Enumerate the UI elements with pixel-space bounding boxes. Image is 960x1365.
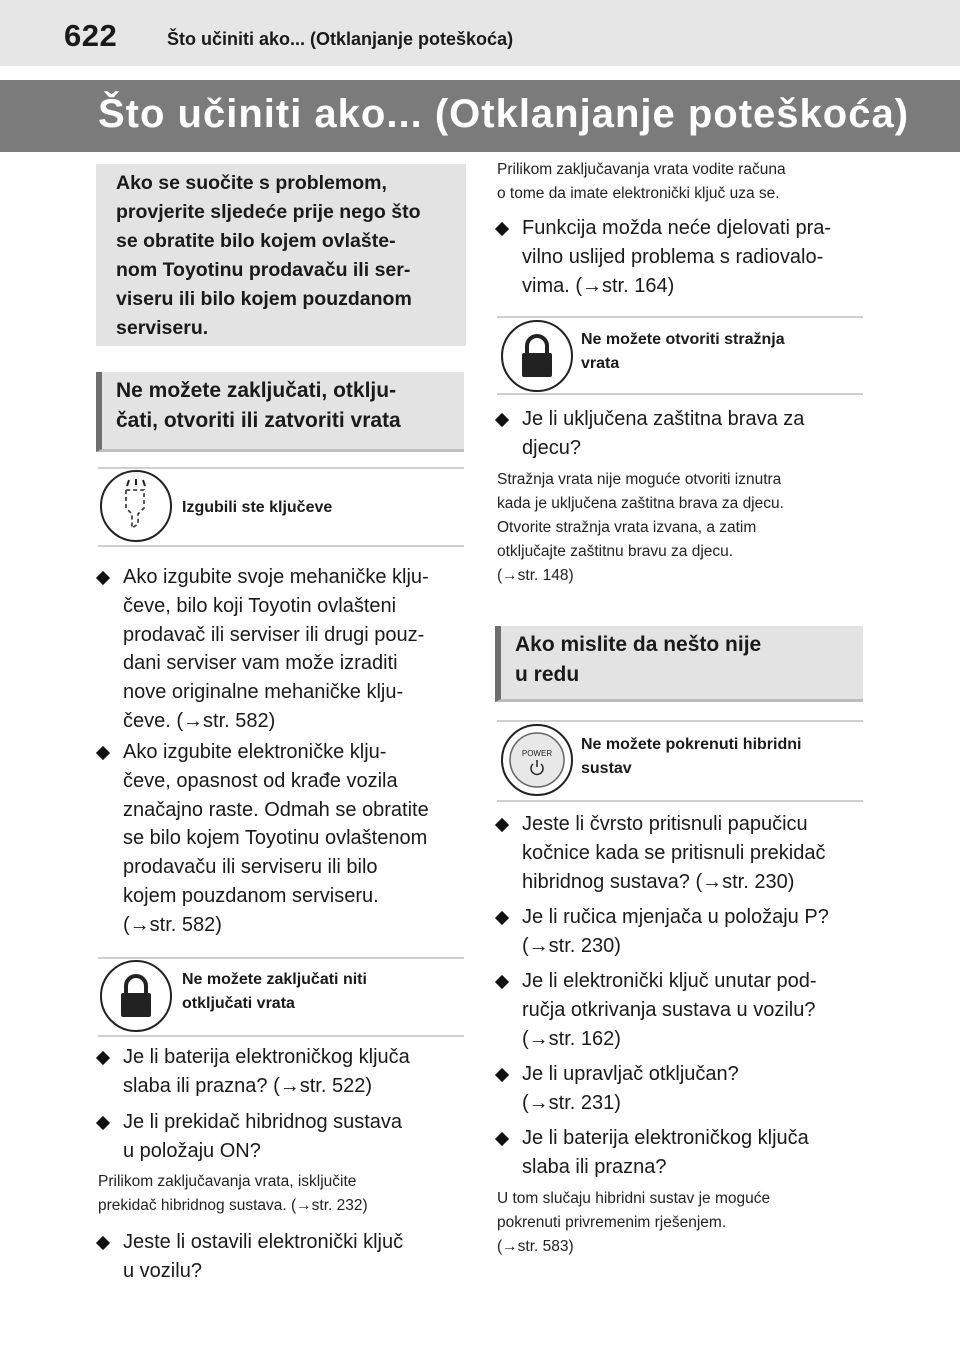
section-heading-doors (96, 372, 464, 452)
divider (98, 545, 464, 547)
bullet-icon (497, 405, 507, 434)
page-number: 622 (64, 18, 118, 53)
running-title: Što učiniti ako... (Otklanjanje poteškoća) (167, 29, 514, 49)
bullet-icon (98, 1228, 108, 1257)
divider (98, 957, 464, 959)
bullet-icon (497, 1124, 507, 1153)
page-header (0, 0, 960, 66)
bullet-icon (98, 563, 108, 592)
sub-label-hybrid: Ne možete pokrenuti hibridni sustav (581, 736, 802, 777)
divider (497, 316, 863, 318)
section-title: Ako mislite da nešto nije u redu (515, 633, 762, 686)
banner-title: Što učiniti ako... (Otklanjanje poteškoća) (98, 92, 910, 136)
lock-icon (100, 960, 172, 1032)
bullet-icon (98, 1108, 108, 1137)
chapter-banner (0, 80, 960, 152)
bullet-icon (98, 1043, 108, 1072)
bullet-icon (98, 738, 108, 767)
divider (497, 720, 863, 722)
bullet-icon (497, 214, 507, 243)
bullet-icon (497, 903, 507, 932)
bullet-icon (497, 1060, 507, 1089)
key-icon (100, 470, 172, 542)
bullet-icon (497, 810, 507, 839)
power-button-icon (501, 724, 573, 796)
note-text: Stražnja vrata nije moguće otvoriti iznutra kada je uključena zaštitna brava za djecu. Otvorite stražnja vrata izvana, a zatim otključajte zaštitnu bravu za djecu. (→str. 148) (497, 471, 784, 584)
sub-label-lock: Ne možete zaključati niti otključati vrata (182, 971, 367, 1012)
divider (497, 393, 863, 395)
note-text: Prilikom zaključavanja vrata vodite računa o tome da imate elektronički ključ uza se. (497, 161, 786, 202)
divider (98, 1035, 464, 1037)
divider (98, 467, 464, 469)
lock-icon (501, 320, 573, 392)
divider (497, 800, 863, 802)
sub-label-lost-keys: Izgubili ste ključeve (182, 499, 333, 516)
power-label: POWER (521, 749, 553, 758)
sub-label-rear-doors: Ne možete otvoriti stražnja vrata (581, 331, 785, 372)
intro-box (96, 164, 466, 346)
intro-text: Ako se suočite s problemom, provjerite sljedeće prije nego što se obratite bilo kojem ovlašte- nom Toyotinu prodavaču ili ser- viseru ili bilo kojem pouzdanom serviseru. (116, 172, 421, 339)
note-text: Prilikom zaključavanja vrata, isključite prekidač hibridnog sustava. (→str. 232) (98, 1173, 368, 1214)
bullet-icon (497, 967, 507, 996)
section-title: Ne možete zaključati, otklju- čati, otvoriti ili zatvoriti vrata (116, 379, 401, 432)
section-heading-fault (495, 626, 863, 702)
note-text: U tom slučaju hibridni sustav je moguće pokrenuti privremenim rješenjem. (→str. 583) (497, 1190, 771, 1255)
